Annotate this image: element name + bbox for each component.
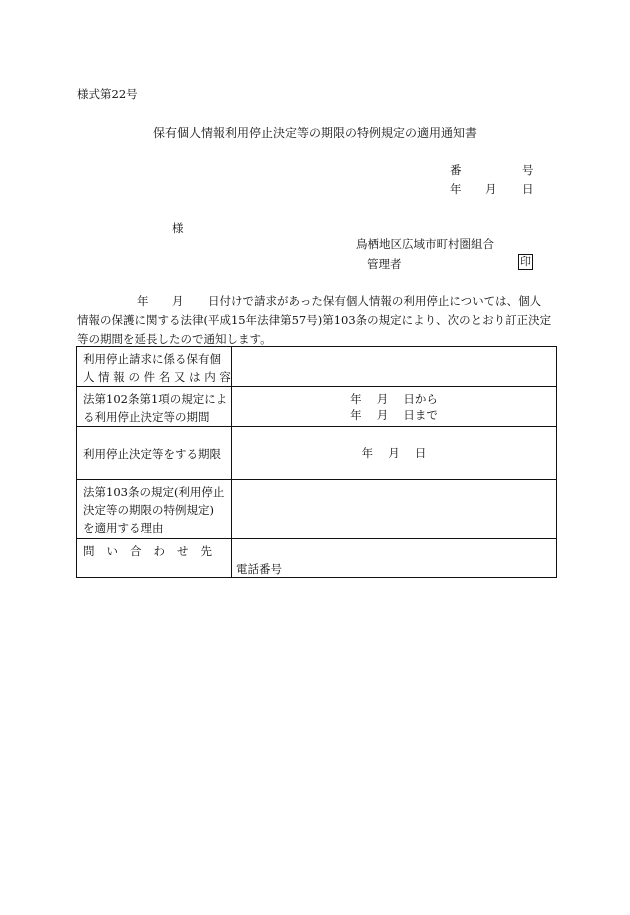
subject-value-cell <box>232 347 557 387</box>
issue-date-day: 日 <box>522 182 534 196</box>
phone-number-label: 電話番号 <box>236 562 282 576</box>
request-date-year: 年 <box>137 294 149 308</box>
reason-label-line-3: を適用する理由 <box>83 521 164 535</box>
period-label-line-2: る利用停止決定等の期間 <box>83 410 210 424</box>
reason-value-cell <box>232 480 557 539</box>
addressee-honorific: 様 <box>172 221 184 235</box>
reason-label-cell <box>77 480 232 539</box>
contact-label: 問い合わせ先 <box>83 544 224 558</box>
reason-label-line-1: 法第103条の規定(利用停止 <box>83 485 225 499</box>
subject-label-line-2: 人 情 報 の 件 名 又 は 内 容 <box>83 370 231 384</box>
deadline-label: 利用停止決定等をする期限 <box>83 447 221 461</box>
form-number: 様式第22号 <box>77 87 138 101</box>
issue-date-year: 年 <box>450 182 462 196</box>
body-line-3: 等の期間を延長したので通知します。 <box>77 332 272 346</box>
deadline-label-cell <box>77 427 232 480</box>
seal-mark: 印 <box>520 255 531 268</box>
period-label-line-1: 法第102条第1項の規定によ <box>83 392 228 406</box>
period-label-cell <box>77 387 232 427</box>
body-line-2: 情報の保護に関する法律(平成15年法律第57号)第103条の規定により、次のとおり訂正決定 <box>77 313 552 327</box>
number-label-go: 号 <box>522 163 534 177</box>
deadline-value: 年 月 日 <box>361 446 427 460</box>
manager-label: 管理者 <box>367 257 402 271</box>
table-row-contact <box>77 539 557 578</box>
table-row-deadline <box>77 427 557 480</box>
document-title: 保有個人情報利用停止決定等の期限の特例規定の適用通知書 <box>152 126 477 140</box>
number-label-ban: 番 <box>450 163 462 177</box>
period-value-cell <box>232 387 557 427</box>
subject-label-cell <box>77 347 232 387</box>
request-date-month: 月 <box>172 294 184 308</box>
table-row-reason <box>77 480 557 539</box>
contact-value-cell <box>232 539 557 578</box>
subject-label-line-1: 利用停止請求に係る保有個 <box>83 352 221 366</box>
body-line-1: 日付けで請求があった保有個人情報の利用停止については、個人 <box>208 294 542 308</box>
reason-label-line-2: 決定等の期限の特例規定) <box>83 503 214 517</box>
deadline-value-cell <box>232 427 557 480</box>
contact-label-cell <box>77 539 232 578</box>
period-from: 年 月 日から <box>350 392 438 406</box>
sender-organization: 鳥栖地区広域市町村圏組合 <box>356 237 494 251</box>
table-row-subject <box>77 347 557 387</box>
period-to: 年 月 日まで <box>350 408 438 422</box>
details-table <box>76 346 557 578</box>
table-row-period <box>77 387 557 427</box>
issue-date-month: 月 <box>485 182 497 196</box>
